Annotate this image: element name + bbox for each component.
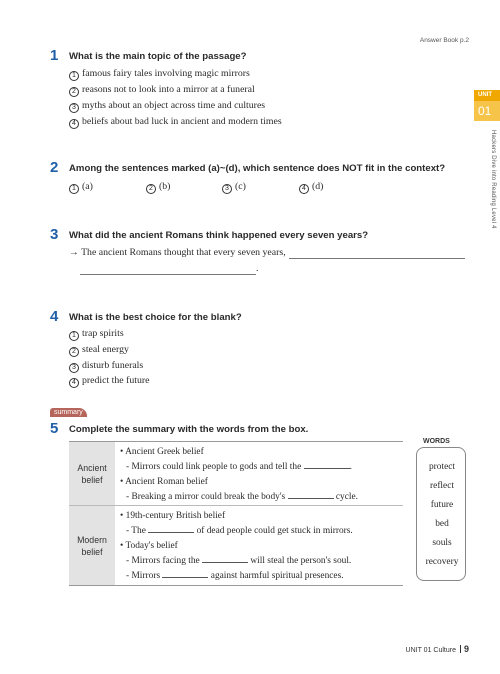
answer-prompt: → The ancient Romans thought that every seven years,	[69, 247, 286, 258]
word-item: protect	[428, 462, 456, 472]
summary-line: • Ancient Roman belief	[120, 477, 208, 487]
option-1[interactable]: 1 famous fairy tales involving magic mirrors	[69, 68, 250, 81]
answer-period: .	[256, 263, 259, 274]
summary-row-modern	[69, 506, 403, 586]
unit-number: 01	[474, 101, 500, 121]
option-1[interactable]: 1 trap spirits	[69, 328, 124, 341]
answer-book-reference: Answer Book p.2	[419, 37, 469, 44]
option-3[interactable]: 3 myths about an object across time and cultures	[69, 100, 265, 113]
word-item: future	[430, 500, 454, 510]
word-item: reflect	[430, 481, 454, 491]
option-2[interactable]: 2 (b)	[146, 181, 170, 194]
option-4[interactable]: 4 predict the future	[69, 375, 149, 388]
row-content	[115, 442, 403, 506]
word-item: bed	[435, 519, 449, 529]
blank[interactable]	[148, 524, 194, 533]
summary-tag: summary	[50, 408, 87, 417]
summary-row-ancient	[69, 442, 403, 506]
blank[interactable]	[202, 554, 248, 563]
option-3[interactable]: 3 disturb funerals	[69, 360, 143, 373]
answer-line-1[interactable]	[289, 258, 465, 259]
unit-tab	[474, 90, 500, 126]
option-4[interactable]: 4 (d)	[299, 181, 323, 194]
question-text: What is the best choice for the blank?	[69, 312, 242, 323]
row-label: Ancient belief	[69, 442, 115, 506]
question-number: 2	[50, 159, 59, 176]
row-content	[115, 506, 403, 586]
summary-line: - The of dead people could get stuck in mirrors.	[126, 526, 353, 536]
answer-line-2[interactable]	[80, 274, 256, 275]
unit-label: UNIT	[474, 90, 500, 101]
summary-line: - Mirrors against harmful spiritual presences.	[126, 571, 344, 581]
question-text: Complete the summary with the words from the box.	[69, 424, 309, 435]
option-2[interactable]: 2 reasons not to look into a mirror at a funeral	[69, 84, 255, 97]
option-2[interactable]: 2 steal energy	[69, 344, 129, 357]
footer-unit: UNIT 01 Culture	[405, 647, 456, 654]
option-3[interactable]: 3 (c)	[222, 181, 246, 194]
summary-line: - Mirrors could link people to gods and tell the .	[126, 462, 352, 472]
page-number: 9	[463, 644, 469, 654]
summary-line: • Ancient Greek belief	[120, 447, 204, 457]
summary-line: - Mirrors facing the will steal the person's soul.	[126, 556, 352, 566]
option-1[interactable]: 1 (a)	[69, 181, 93, 194]
footer-divider	[460, 645, 461, 653]
summary-table	[69, 441, 403, 586]
summary-line: • 19th-century British belief	[120, 511, 226, 521]
word-box	[416, 447, 466, 581]
summary-line: • Today's belief	[120, 541, 178, 551]
option-4[interactable]: 4 beliefs about bad luck in ancient and modern times	[69, 116, 282, 129]
book-side-title: Hackers Dive into Reading Level 4	[490, 130, 496, 229]
blank[interactable]	[288, 490, 334, 499]
question-text: What did the ancient Romans think happened every seven years?	[69, 230, 369, 241]
question-text: Among the sentences marked (a)~(d), which sentence does NOT fit in the context?	[69, 163, 446, 174]
word-item: souls	[432, 538, 452, 548]
row-label: Modern belief	[69, 506, 115, 586]
question-text: What is the main topic of the passage?	[69, 51, 247, 62]
page-footer	[406, 644, 469, 654]
blank[interactable]	[304, 460, 350, 469]
word-item: recovery	[425, 557, 459, 567]
summary-line: - Breaking a mirror could break the body's cycle.	[126, 492, 359, 502]
word-box-title: WORDS	[423, 438, 450, 445]
blank[interactable]	[162, 569, 208, 578]
question-number: 1	[50, 47, 59, 64]
question-number: 4	[50, 308, 59, 325]
question-number: 5	[50, 420, 59, 437]
question-number: 3	[50, 226, 59, 243]
